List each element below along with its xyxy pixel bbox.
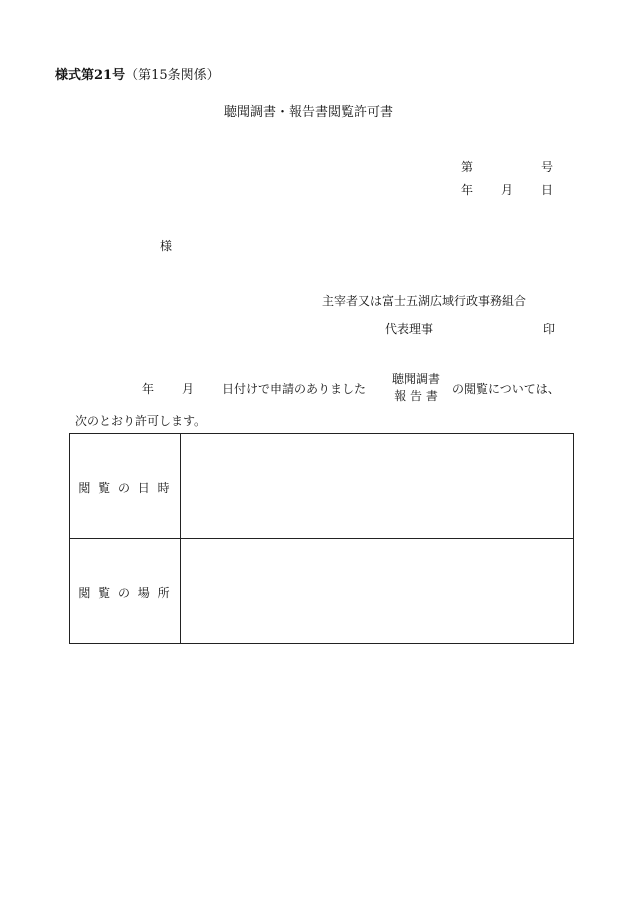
body-year: 年	[142, 382, 155, 396]
body-dated-text: 日付けで申請のありました	[222, 382, 367, 396]
recipient-honorific: 様	[160, 239, 173, 253]
date-month: 月	[501, 183, 514, 197]
reference-number-suffix: 号	[541, 160, 554, 174]
document-option-hearing-record: 聴聞調書	[392, 372, 441, 386]
issuer-organization: 主宰者又は富士五湖広域行政事務組合	[322, 294, 527, 308]
table-row	[70, 434, 574, 539]
date-day: 日	[541, 183, 554, 197]
inspection-place-field[interactable]	[181, 539, 574, 644]
body-permission-text: 次のとおり許可します。	[75, 414, 207, 428]
form-number-line	[55, 64, 220, 83]
body-request-text: の閲覧については、	[452, 382, 560, 396]
inspection-table	[69, 433, 574, 644]
table-cell-label	[70, 539, 181, 644]
document-choice	[392, 371, 440, 405]
document-title: 聴聞調書・報告書閲覧許可書	[224, 105, 394, 120]
inspection-place-label: 閲 覧 の 場 所	[78, 585, 172, 600]
inspection-datetime-field[interactable]	[181, 434, 574, 539]
document-option-report: 報 告 書	[394, 389, 438, 403]
table-row	[70, 539, 574, 644]
date-year: 年	[461, 183, 474, 197]
form-number: 様式第21号	[55, 68, 126, 83]
inspection-datetime-label: 閲 覧 の 日 時	[78, 480, 172, 495]
form-relation: （第15条関係）	[125, 68, 220, 83]
table-cell-label	[70, 434, 181, 539]
issuer-title: 代表理事	[385, 322, 434, 336]
reference-number-prefix: 第	[461, 160, 474, 174]
body-month: 月	[182, 382, 195, 396]
seal-mark: 印	[543, 322, 556, 336]
